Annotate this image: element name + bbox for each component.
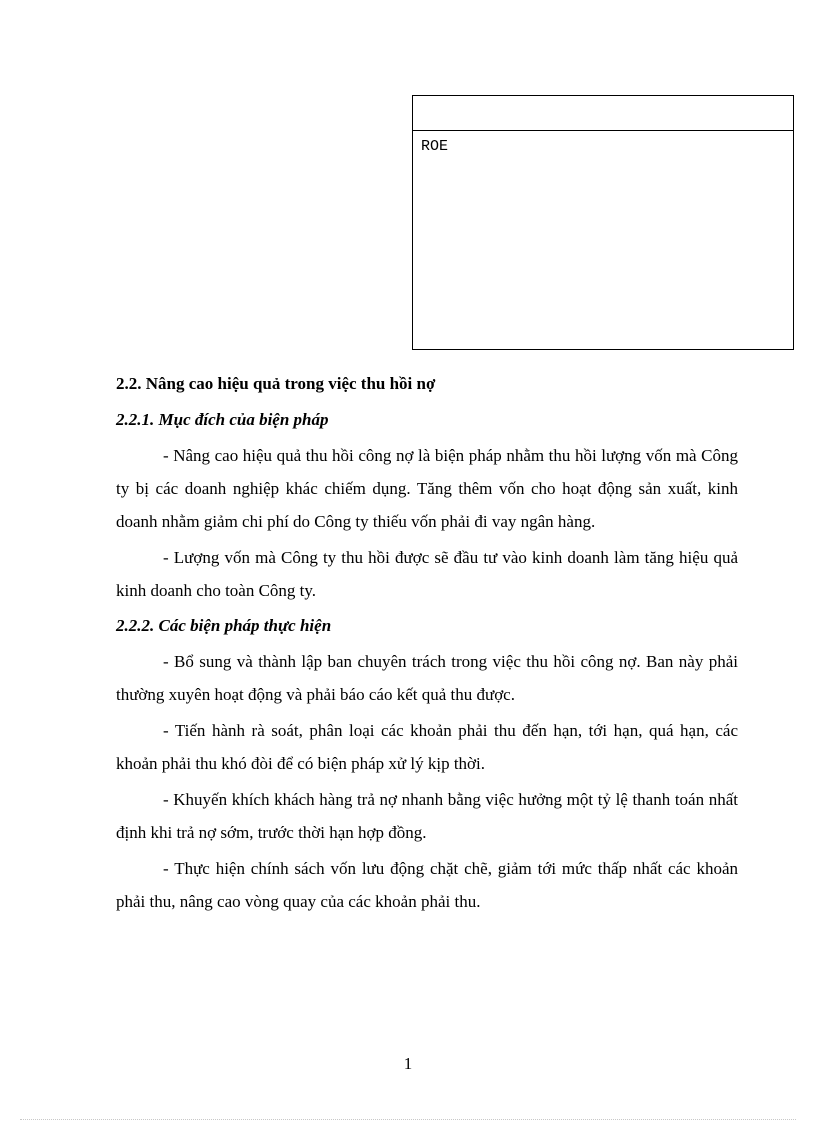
roe-label: ROE (421, 138, 449, 155)
paragraph: - Tiến hành rà soát, phân loại các khoản phải thu đến hạn, tới hạn, quá hạn, các khoản phải thu khó đòi để có biện pháp xử lý kịp thời. (116, 721, 738, 773)
roe-table-body (413, 131, 793, 162)
roe-table (412, 95, 794, 350)
roe-table-header (413, 96, 793, 131)
subsection-title-measures: 2.2.2. Các biện pháp thực hiện (116, 616, 332, 635)
subsection-title-purpose: 2.2.1. Mục đích của biện pháp (116, 410, 329, 429)
paragraph: - Nâng cao hiệu quả thu hồi công nợ là biện pháp nhằm thu hồi lượng vốn mà Công ty bị các doanh nghiệp khác chiếm dụng. Tăng thêm vốn cho hoạt động sản xuất, kinh doanh nhằm giảm chi phí do Công ty thiếu vốn phải đi vay ngân hàng. (116, 446, 738, 531)
section-heading: 2.2. Nâng cao hiệu quả trong việc thu hồi nợ (116, 374, 436, 393)
paragraph: - Bổ sung và thành lập ban chuyên trách trong việc thu hồi công nợ. Ban này phải thường xuyên hoạt động và phải báo cáo kết quả thu được. (116, 652, 738, 704)
paragraph: - Thực hiện chính sách vốn lưu động chặt chẽ, giảm tới mức thấp nhất các khoản phải thu, nâng cao vòng quay của các khoản phải thu. (116, 859, 738, 911)
paragraph: - Khuyến khích khách hàng trả nợ nhanh bằng việc hưởng một tỷ lệ thanh toán nhất định khi trả nợ sớm, trước thời hạn hợp đồng. (116, 790, 738, 842)
section-content (116, 364, 738, 921)
paragraph: - Lượng vốn mà Công ty thu hồi được sẽ đầu tư vào kinh doanh làm tăng hiệu quả kinh doanh cho toàn Công ty. (116, 548, 738, 600)
page-number: 1 (403, 1054, 413, 1073)
page-bottom-divider (20, 1119, 796, 1120)
